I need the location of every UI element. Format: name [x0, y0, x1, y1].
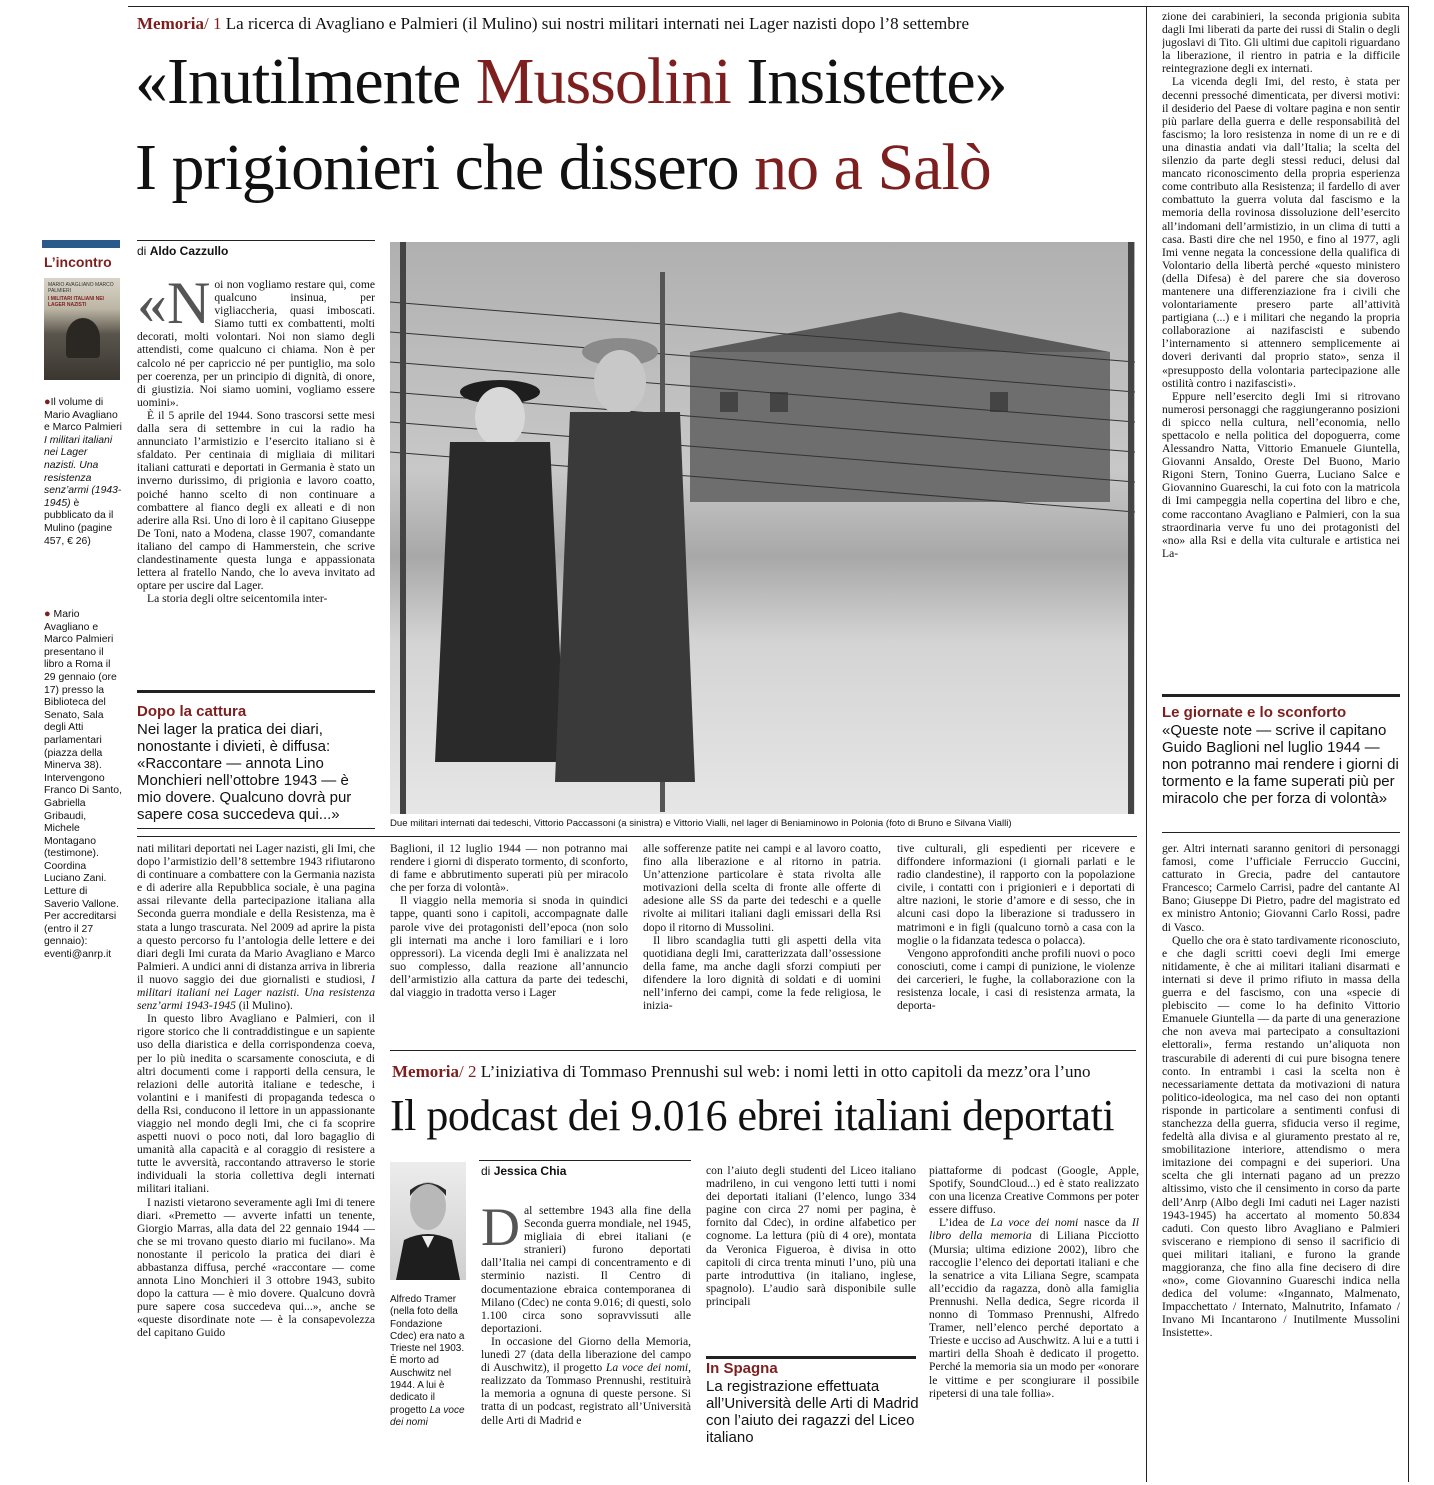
dropcap: «N: [137, 278, 211, 336]
dropcap-article2: D: [481, 1204, 520, 1257]
photo-illustration: [390, 242, 1135, 814]
article2-column3: piattaforme di podcast (Google, Apple, Spotify, SoundCloud...) ed è stato realizzato con una licenza Creative Commons per poter essere diffuso. L’idea de La voce dei nomi nasce da Il libro della memoria di Liliana Picciotto (Mursia; ultima edizione 2002), libro che raccoglie l’elenco dei deportati italiani e che la senatrice a vita Liliana Segre, scampata all’eccidio da ragazza, donò alla famiglia Prennushi. Nella dedica, Segre ricorda il nonno di Tommaso Prennushi, Alfredo Tramer, nell’elenco perché deportato a Trieste e ucciso ad Auschwitz. A lui e a tutti i martiri della Shoah è dedicato il progetto. Perché la memoria sia un modo per «onorare le vittime e per scongiurare il possibile ripetersi di una tale follia».: [929, 1164, 1139, 1400]
pull1-rule: [137, 690, 375, 693]
portrait-caption: Alfredo Tramer (nella foto della Fondazione Cdec) era nato a Trieste nel 1903. È morto ad Auschwitz nel 1944. A lui è dedicato il progetto La voce dei nomi: [390, 1294, 465, 1428]
pull-quote-1-text: Nei lager la pratica dei diari, nonostante i divieti, è diffusa: «Raccontare — annota Lino Monchieri nell’ottobre 1943 — è mio dovere. Qualcuno dovrà pur sapere cosa succedeva qui...»: [137, 721, 352, 823]
kicker-section: Memoria: [137, 14, 205, 33]
main-photo-prisoners: [390, 242, 1135, 814]
pull1-rule-bottom: [137, 828, 375, 829]
article2-column1: D al settembre 1943 alla fine della Seconda guerra mondiale, nel 1945, migliaia di ebrei italiani (e stranieri) furono deportati dall’Italia nei campi di concentramento e di sterminio nazisti. Il Centro di documentazione ebraica contemporanea di Milano (Cdec) ne conta 9.016; di questi, solo 1.100 circa sono sopravvissuti alle deportazioni. In occasione del Giorno della Memoria, lunedì 27 (data della liberazione del campo di Auschwitz), il progetto La voce dei nomi, realizzato da Tommaso Prennushi, restituirà la memoria a ognuna di queste persone. Si tratta di un podcast, registrato all’Università delle Arti di Madrid e: [481, 1204, 691, 1427]
pull2-rule: [1162, 694, 1400, 697]
kicker-number: / 1: [204, 14, 222, 33]
sidebar-heading: L’incontro: [44, 254, 112, 270]
photo-caption: Due militari internati dai tedeschi, Vittorio Paccassoni (a sinistra) e Vittorio Vialli, nel lager di Beniaminowo in Polonia (foto di Bruno e Silvana Vialli): [390, 818, 1012, 829]
article2-top-rule: [390, 1050, 1136, 1051]
article1-column1-top: «N oi non vogliamo restare qui, come qualcuno insinua, per vigliaccheria, quasi imboscati. Siamo tutti ex combattenti, molti decorati, molti volontari. Noi non siamo degli attendisti, come qualcuno ci chiama. Non è per calcolo né per capriccio né per puntiglio, ma solo per coerenza, per un principio di dignità, di onore, di giustizia. Noi siamo uomini, vogliamo essere uomini». È il 5 aprile del 1944. Sono trascorsi sette mesi dalla sera di settembre in cui la radio ha annunciato l’armistizio e l’esercito italiano si è sfaldato. Per centinaia di migliaia di militari italiani catturati e deportati in Germania è stato un inverno durissimo, di prigionia e lavoro coatto, poiché hanno scelto di non continuare a combattere al fianco degli ex alleati e di non aderire alla Rsi. Uno di loro è il capitano Giuseppe De Toni, nato a Modena, classe 1907, comandante italiano del campo di Hammerstein, che scrive clandestinamente questa lunga e appassionata lettera al fratello Nando, che lo aveva invitato ad optare per uscire dal Lager. La storia degli oltre seicentomila inter-: [137, 278, 375, 606]
headline1-part-a: «Inutilmente: [135, 45, 476, 118]
byline-article1: di Aldo Cazzullo: [137, 244, 229, 258]
book-cover-portrait: [66, 318, 100, 358]
pull-quote-2-heading: Le giornate e lo sconforto: [1162, 704, 1347, 721]
pull-quote-1-heading: Dopo la cattura: [137, 703, 247, 720]
sidebar-note1: ●Il volume di Mario Avagliano e Marco Palmieri I militari italiani nei Lager nazisti. Una resistenza senz’armi (1943-1945) è pubblicato da il Mulino (pagine 457, € 26): [44, 396, 122, 547]
spain-box: [706, 1360, 921, 1446]
kicker-article1: [137, 14, 969, 34]
kicker2-number: / 2: [459, 1062, 477, 1081]
headline-line1: [135, 46, 1007, 118]
article1-column1-bottom: nati militari deportati nei Lager nazisti, gli Imi, che dopo l’armistizio dell’8 settembre 1943 rifiutarono di continuare a combattere con la Germania nazista e di aderire alla Repubblica sociale, è una pagina assai rilevante della partecipazione italiana alla Seconda guerra mondiale e della Resistenza, ma è stata a lungo trascurata. Nel 2009 ad aprire la pista a questo percorso fu l’antologia delle lettere e dei diari degli Imi curata da Mario Avagliano e Marco Palmieri. A undici anni di distanza arriva in libreria il nuovo saggio dei due giornalisti e studiosi, I militari italiani nei Lager nazisti. Una resistenza senz’armi 1943-1945 (il Mulino). In questo libro Avagliano e Palmieri, con il rigore storico che li contraddistingue e un sapiente uso della diaristica e della corrispondenza coeva, per lo più inedita o scarsamente conosciuta, e di altri documenti come i rapporti della censura, le relazioni delle autorità italiane e tedesche, i volantini e i manifesti di propaganda tedesca o della Rsi, conducono il lettore in un appassionante viaggio nel mondo degli Imi, che ci fa scoprire aspetti nuovi o poco noti, dal loro bagaglio di umanità alla capacità e al coraggio di resistere a tutte le avversità, raccontando attraverso le storie individuali la storia collettiva degli internati militari italiani. I nazisti vietarono severamente agli Imi di tenere diari. «Premetto — avverte infatti un tenente, Giorgio Marras, alla data del 22 gennaio 1944 — che se mi trovano questo diario mi fucilano». Ma nonostante il pericolo la pratica dei diari è abbastanza diffusa, perché «raccontare — come annota Lino Monchieri il 3 ottobre 1943, subito dopo la cattura — è mio dovere. Qualcuno dovrà pure sapere cosa succedeva qui...», anche se «queste disordinate note — è la consapevolezza del capitano Guido: [137, 842, 375, 1340]
spain-box-heading: In Spagna: [706, 1360, 778, 1377]
article1-column2-bottom: Baglioni, il 12 luglio 1944 — non potranno mai rendere i giorni di disperato tormento, di sconforto, di fame e abbrutimento superati più per miracolo che per forza di volontà». Il viaggio nella memoria si snoda in quindici tappe, quanti sono i capitoli, accompagnate dalle parole vive dei protagonisti dell’epoca (non solo gli internati ma anche i loro familiari e i loro oppressori). La vicenda degli Imi è analizzata nel suo complesso, dalla reazione all’annuncio dell’armistizio alla cattura da parte dei tedeschi, dal viaggio in tradotta verso i Lager: [390, 842, 628, 1000]
headline1-part-c: Insistette»: [730, 45, 1007, 118]
sidebar-note2: ● Mario Avagliano e Marco Palmieri presentano il libro a Roma il 29 gennaio (ore 17) presso la Biblioteca del Senato, Sala degli Atti parlamentari (piazza della Minerva 38). Intervengono Franco Di Santo, Gabriella Gribaudi, Michele Montagano (testimone). Coordina Luciano Zani. Letture di Saverio Vallone. Per accreditarsi (entro il 27 gennaio): eventi@anrp.it: [44, 608, 122, 961]
kicker-text: La ricerca di Avagliano e Palmieri (il Mulino) sui nostri militari internati nei Lager nazisti dopo l’8 settembre: [225, 14, 969, 33]
book-cover-authors: MARIO AVAGLIANO MARCO PALMIERI: [48, 282, 114, 294]
pull-quote-2-text: «Queste note — scrive il capitano Guido Baglioni nel luglio 1944 — non potranno mai rendere i giorni di tormento e la fame superati più per miracolo che per forza di volontà»: [1162, 722, 1399, 807]
page-edge-right: [1408, 6, 1409, 1482]
article1-column3-bottom: alle sofferenze patite nei campi e al lavoro coatto, fino alla liberazione e al ritorno in patria. Un’attenzione particolare è stata rivolta alle motivazioni della scelta di fronte alle offerte di adesione alle SS da parte dei tedeschi e a quelle rivolte ai militari italiani dagli emissari della Rsi dopo il ritorno di Mussolini. Il libro scandaglia tutti gli aspetti della vita quotidiana degli Imi, caratterizzata dall’ossessione della fame, ma anche dagli sforzi compiuti per difendere la loro dignità di soldati e di uomini nell’inferno dei campi, come la fede religiosa, le inizia-: [643, 842, 881, 1013]
kicker2-section: Memoria: [392, 1062, 460, 1081]
column-divider-right: [1146, 6, 1147, 1482]
pull2-rule-bottom: [1162, 832, 1400, 833]
pull-quote-1: [137, 703, 377, 823]
article1-right-column-bottom: ger. Altri internati saranno genitori di personaggi famosi, come l’ufficiale Ferruccio Guccini, catturato in Grecia, padre del cantautore Francesco; Carmelo Carrisi, padre del cantante Al Bano; Giuseppe Di Pietro, padre del magistrato ed ex ministro Antonio; Giovanni Carlo Rossi, padre di Vasco. Quello che ora è stato tardivamente riconosciuto, e che dagli scritti coevi degli Imi emerge nitidamente, è che ai militari italiani disarmati e internati si deve il primo rifiuto in massa della guerra e del fascismo, con una «specie di plebiscito — come lo ha definito Vittorio Emanuele Giuntella — da parte di una generazione che non aveva mai partecipato a consultazioni elettorali», ferma restando un’aliquota non trascurabile di aderenti di cui pure bisogna tenere conto. In entrambi i casi la scelta non è necessariamente dettata da motivazioni di natura politico-ideologica, ma nel caso dei non optanti risponde in particolare a sentimenti confusi di stanchezza della guerra, sfiducia verso il regime, fedeltà alla divisa e al giuramento prestato al re, smobilitazione interiore, attendismo o mera imitazione dei compagni e dei superiori. Una scelta che gli internati pagano ad un prezzo altissimo, visto che il censimento in corso da parte dell’Anrp (Albo degli Imi caduti nei Lager nazisti 1943-1945) ha accertato al momento 50.834 caduti. Con questo libro Avagliano e Palmieri sviscerano e riempiono di senso il sacrificio di quei militari italiani, e furono la grande maggioranza, che fino alla fine decisero di dire «no», come Giovannino Guareschi indica nella dedica del volume: «Ingannato, Malmenato, Impacchettato / Internato, Malnutrito, Infamato / Invano Mi Incantarono / Inutilmente Mussolini Insistette».: [1162, 842, 1400, 1340]
spain-box-text: La registrazione effettuata all’Università delle Arti di Madrid con l’aiuto dei ragazzi del Liceo italiano: [706, 1378, 919, 1446]
article1-column4-bottom: tive culturali, gli espedienti per ricevere e diffondere informazioni (i giornali parlati e le radio clandestine), il rapporto con la popolazione civile, i contatti con i prigionieri e i deportati di altre nazioni, le storie d’amore e di sesso, che in alcuni casi dopo la liberazione si tradussero in matrimoni e in figli (qualcuno tornò a casa con la moglie o la fidanzata tedesca o polacca). Vengono approfonditi anche profili nuovi o poco conosciuti, come i campi di punizione, le violenze dei carcerieri, le fughe, la collaborazione con la resistenza locale, i casi di resistenza armata, la deporta-: [897, 842, 1135, 1013]
byline-rule: [137, 240, 375, 241]
article1-right-column-top: zione dei carabinieri, la seconda prigionia subita dagli Imi liberati da parte dei russi di Stalin o degli jugoslavi di Tito. Gli ultimi due capitoli riguardano la liberazione, il rientro in patria e la difficile reintegrazione degli ex internati. La vicenda degli Imi, del resto, è stata per decenni pressoché dimenticata, per diversi motivi: il desiderio del Paese di voltare pagina e non sentir più parlare della guerra e delle responsabilità del fascismo; la loro resistenza in nome di un re e di una dinastia andati via dall’Italia; la scelta del silenzio da parte degli stessi reduci, delusi dal mancato riconoscimento della propria esperienza come contributo alla Resistenza; il fardello di aver combattuto la guerra voluta dal fascismo e la memoria della rovinosa dissoluzione dell’esercito all’indomani dell’armistizio, in un clima di tutti a casa. Basti dire che nel 1950, e fino al 1977, agli Imi venne negata la concessione della qualifica di Volontario della libertà perché «questo ministero (della Difesa) è del parere che sia doveroso mantenere una differenziazione fra i civili che volontariamente presero parte all’attività partigiana (...) e i militari che negando la propria collaborazione ai nazifascisti e subendo l’internamento si attennero semplicemente ai doveri derivanti dal proprio stato», senza il «presupposto della volontaria partecipazione alle ostilità contro i nazifascisti». Eppure nell’esercito degli Imi si ritrovano numerosi personaggi che raggiungeranno posizioni di spicco nella cultura, nell’economia, nello spettacolo e nella politica del dopoguerra, come Alessandro Natta, Vittorio Emanuele Giuntella, Giovanni Ansaldo, Oreste Del Buono, Mario Rigoni Stern, Tonino Guerra, Luciano Salce e Giovannino Guareschi, la cui foto con la matricola di Imi campeggia nella copertina del libro e che, come raccontano Avagliano e Palmieri, con la sua straordinaria verve fu uno dei protagonisti del «no» alla Rsi e della vita culturale e artistica nei La-: [1162, 10, 1400, 560]
body-rule: [137, 836, 1137, 837]
portrait-alfredo-tramer: [390, 1162, 466, 1280]
byline-article2: di Jessica Chia: [481, 1164, 567, 1178]
headline2-part-a: I prigionieri che dissero: [135, 131, 755, 204]
article2-headline: Il podcast dei 9.016 ebrei italiani deportati: [390, 1091, 1115, 1140]
kicker2-text: L’iniziativa di Tommaso Prennushi sul web: i nomi letti in otto capitoli da mezz’ora l’uno: [480, 1062, 1091, 1081]
article2-column2: con l’aiuto degli studenti del Liceo italiano madrileno, in cui vengono letti tutti i nomi dei deportati italiani (l’elenco, lungo 334 pagine con circa 27 nomi per pagina, è fornito dal Cdec), in ordine alfabetico per cognome. La lettura (più di 4 ore), montata da Veronica Figueroa, è divisa in otto capitoli di circa trenta minuti l’uno, più una parte introduttiva (in italiano, inglese, spagnolo). L’audio sarà disponibile sulle principali: [706, 1164, 916, 1308]
byline2-rule: [479, 1160, 691, 1161]
kicker-article2: [392, 1062, 1091, 1082]
top-rule: [128, 6, 1408, 7]
headline-line2: [135, 132, 991, 204]
book-cover-image: [44, 278, 120, 380]
headline2-part-red: no a Salò: [754, 131, 991, 204]
spain-box-rule: [706, 1356, 916, 1359]
sidebar-color-bar: [42, 240, 120, 248]
pull-quote-2: [1162, 704, 1402, 807]
headline1-part-red: Mussolini: [475, 45, 731, 118]
book-cover-title: I MILITARI ITALIANI NEI LAGER NAZISTI: [48, 296, 104, 308]
